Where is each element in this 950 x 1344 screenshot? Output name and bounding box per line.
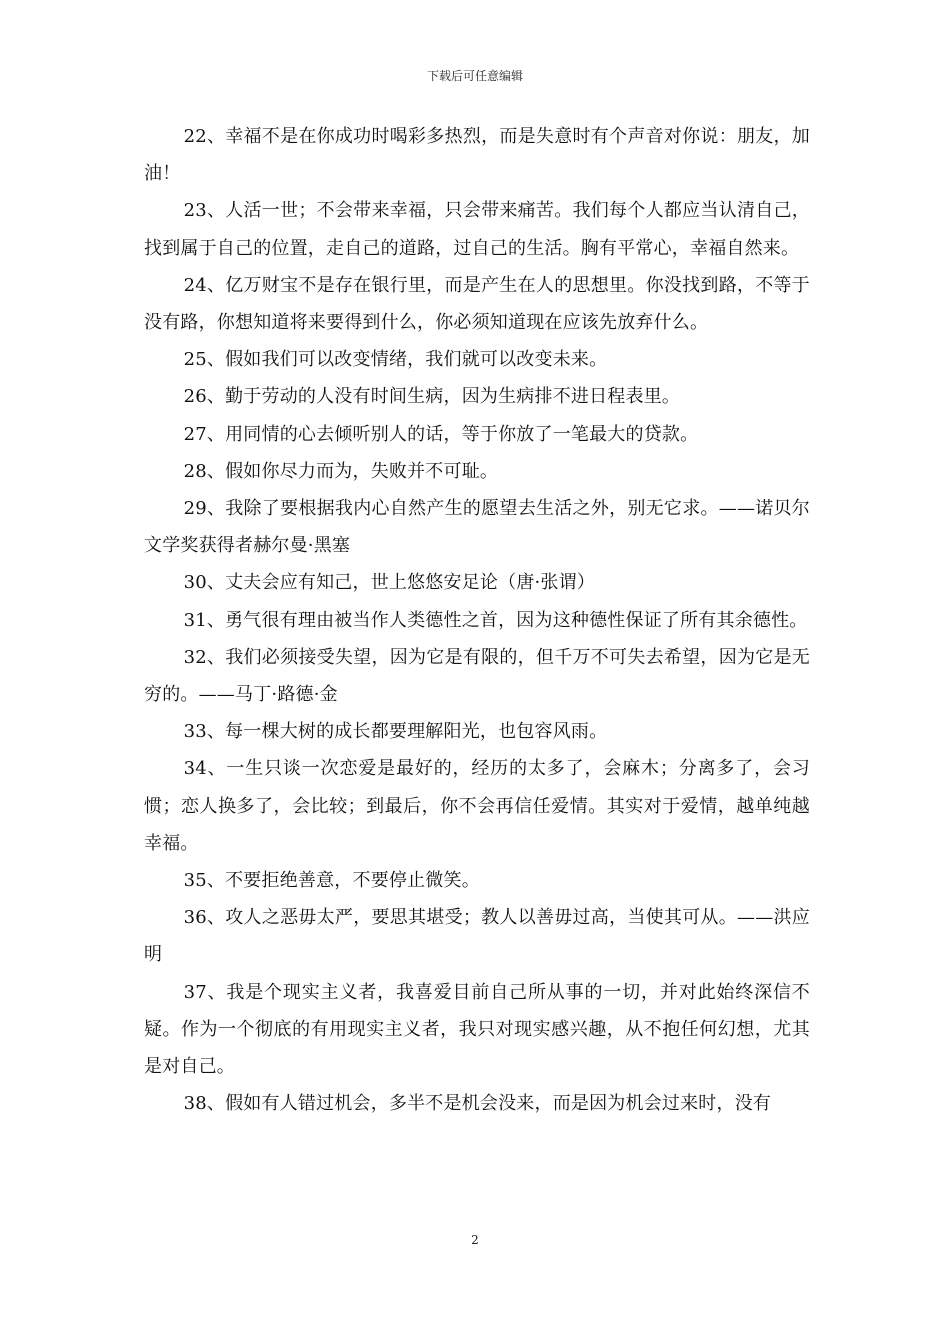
paragraph-22: 22、幸福不是在你成功时喝彩多热烈，而是失意时有个声音对你说：朋友，加油！ (144, 126, 810, 185)
paragraph-33: 33、每一棵大树的成长都要理解阳光，也包容风雨。 (183, 721, 608, 743)
paragraph-34: 34、一生只谈一次恋爱是最好的，经历的太多了，会麻木；分离多了，会习惯；恋人换多了，会比较；到最后，你不会再信任爱情。其实对于爱情，越单纯越幸福。 (144, 758, 810, 854)
paragraph-26: 26、勤于劳动的人没有时间生病，因为生病排不进日程表里。 (183, 386, 681, 408)
page-header: 下载后可任意编辑 (426, 69, 523, 83)
page-number: 2 (471, 1233, 479, 1247)
paragraph-28: 28、假如你尽力而为，失败并不可耻。 (183, 460, 499, 482)
paragraph-29: 29、我除了要根据我内心自然产生的愿望去生活之外，别无它求。——诺贝尔文学奖获得者赫尔曼·黑塞 (144, 498, 810, 557)
paragraph-35: 35、不要拒绝善意，不要停止微笑。 (183, 870, 480, 892)
paragraph-30: 30、丈夫会应有知己，世上悠悠安足论（唐·张谓） (183, 572, 596, 594)
paragraph-27: 27、用同情的心去倾听别人的话，等于你放了一笔最大的贷款。 (183, 423, 699, 445)
document-body (144, 118, 810, 1122)
paragraph-24: 24、亿万财宝不是存在银行里，而是产生在人的思想里。你没找到路，不等于没有路，你想知道将来要得到什么，你必须知道现在应该先放弃什么。 (144, 274, 810, 334)
paragraph-36: 36、攻人之恶毋太严，要思其堪受；教人以善毋过高，当使其可从。——洪应明 (144, 907, 810, 966)
paragraph-31: 31、勇气很有理由被当作人类德性之首，因为这种德性保证了所有其余德性。 (183, 609, 808, 631)
paragraph-38: 38、假如有人错过机会，多半不是机会没来，而是因为机会过来时，没有 (183, 1093, 772, 1115)
paragraph-25: 25、假如我们可以改变情绪，我们就可以改变未来。 (183, 349, 608, 371)
paragraph-37: 37、我是个现实主义者，我喜爱目前自己所从事的一切，并对此始终深信不疑。作为一个彻底的有用现实主义者，我只对现实感兴趣，从不抱任何幻想，尤其是对自己。 (144, 981, 810, 1078)
paragraph-23: 23、人活一世；不会带来幸福，只会带来痛苦。我们每个人都应当认清自己，找到属于自己的位置，走自己的道路，过自己的生活。胸有平常心，幸福自然来。 (144, 200, 810, 259)
paragraph-32: 32、我们必须接受失望，因为它是有限的，但千万不可失去希望，因为它是无穷的。——马丁·路德·金 (144, 646, 810, 706)
